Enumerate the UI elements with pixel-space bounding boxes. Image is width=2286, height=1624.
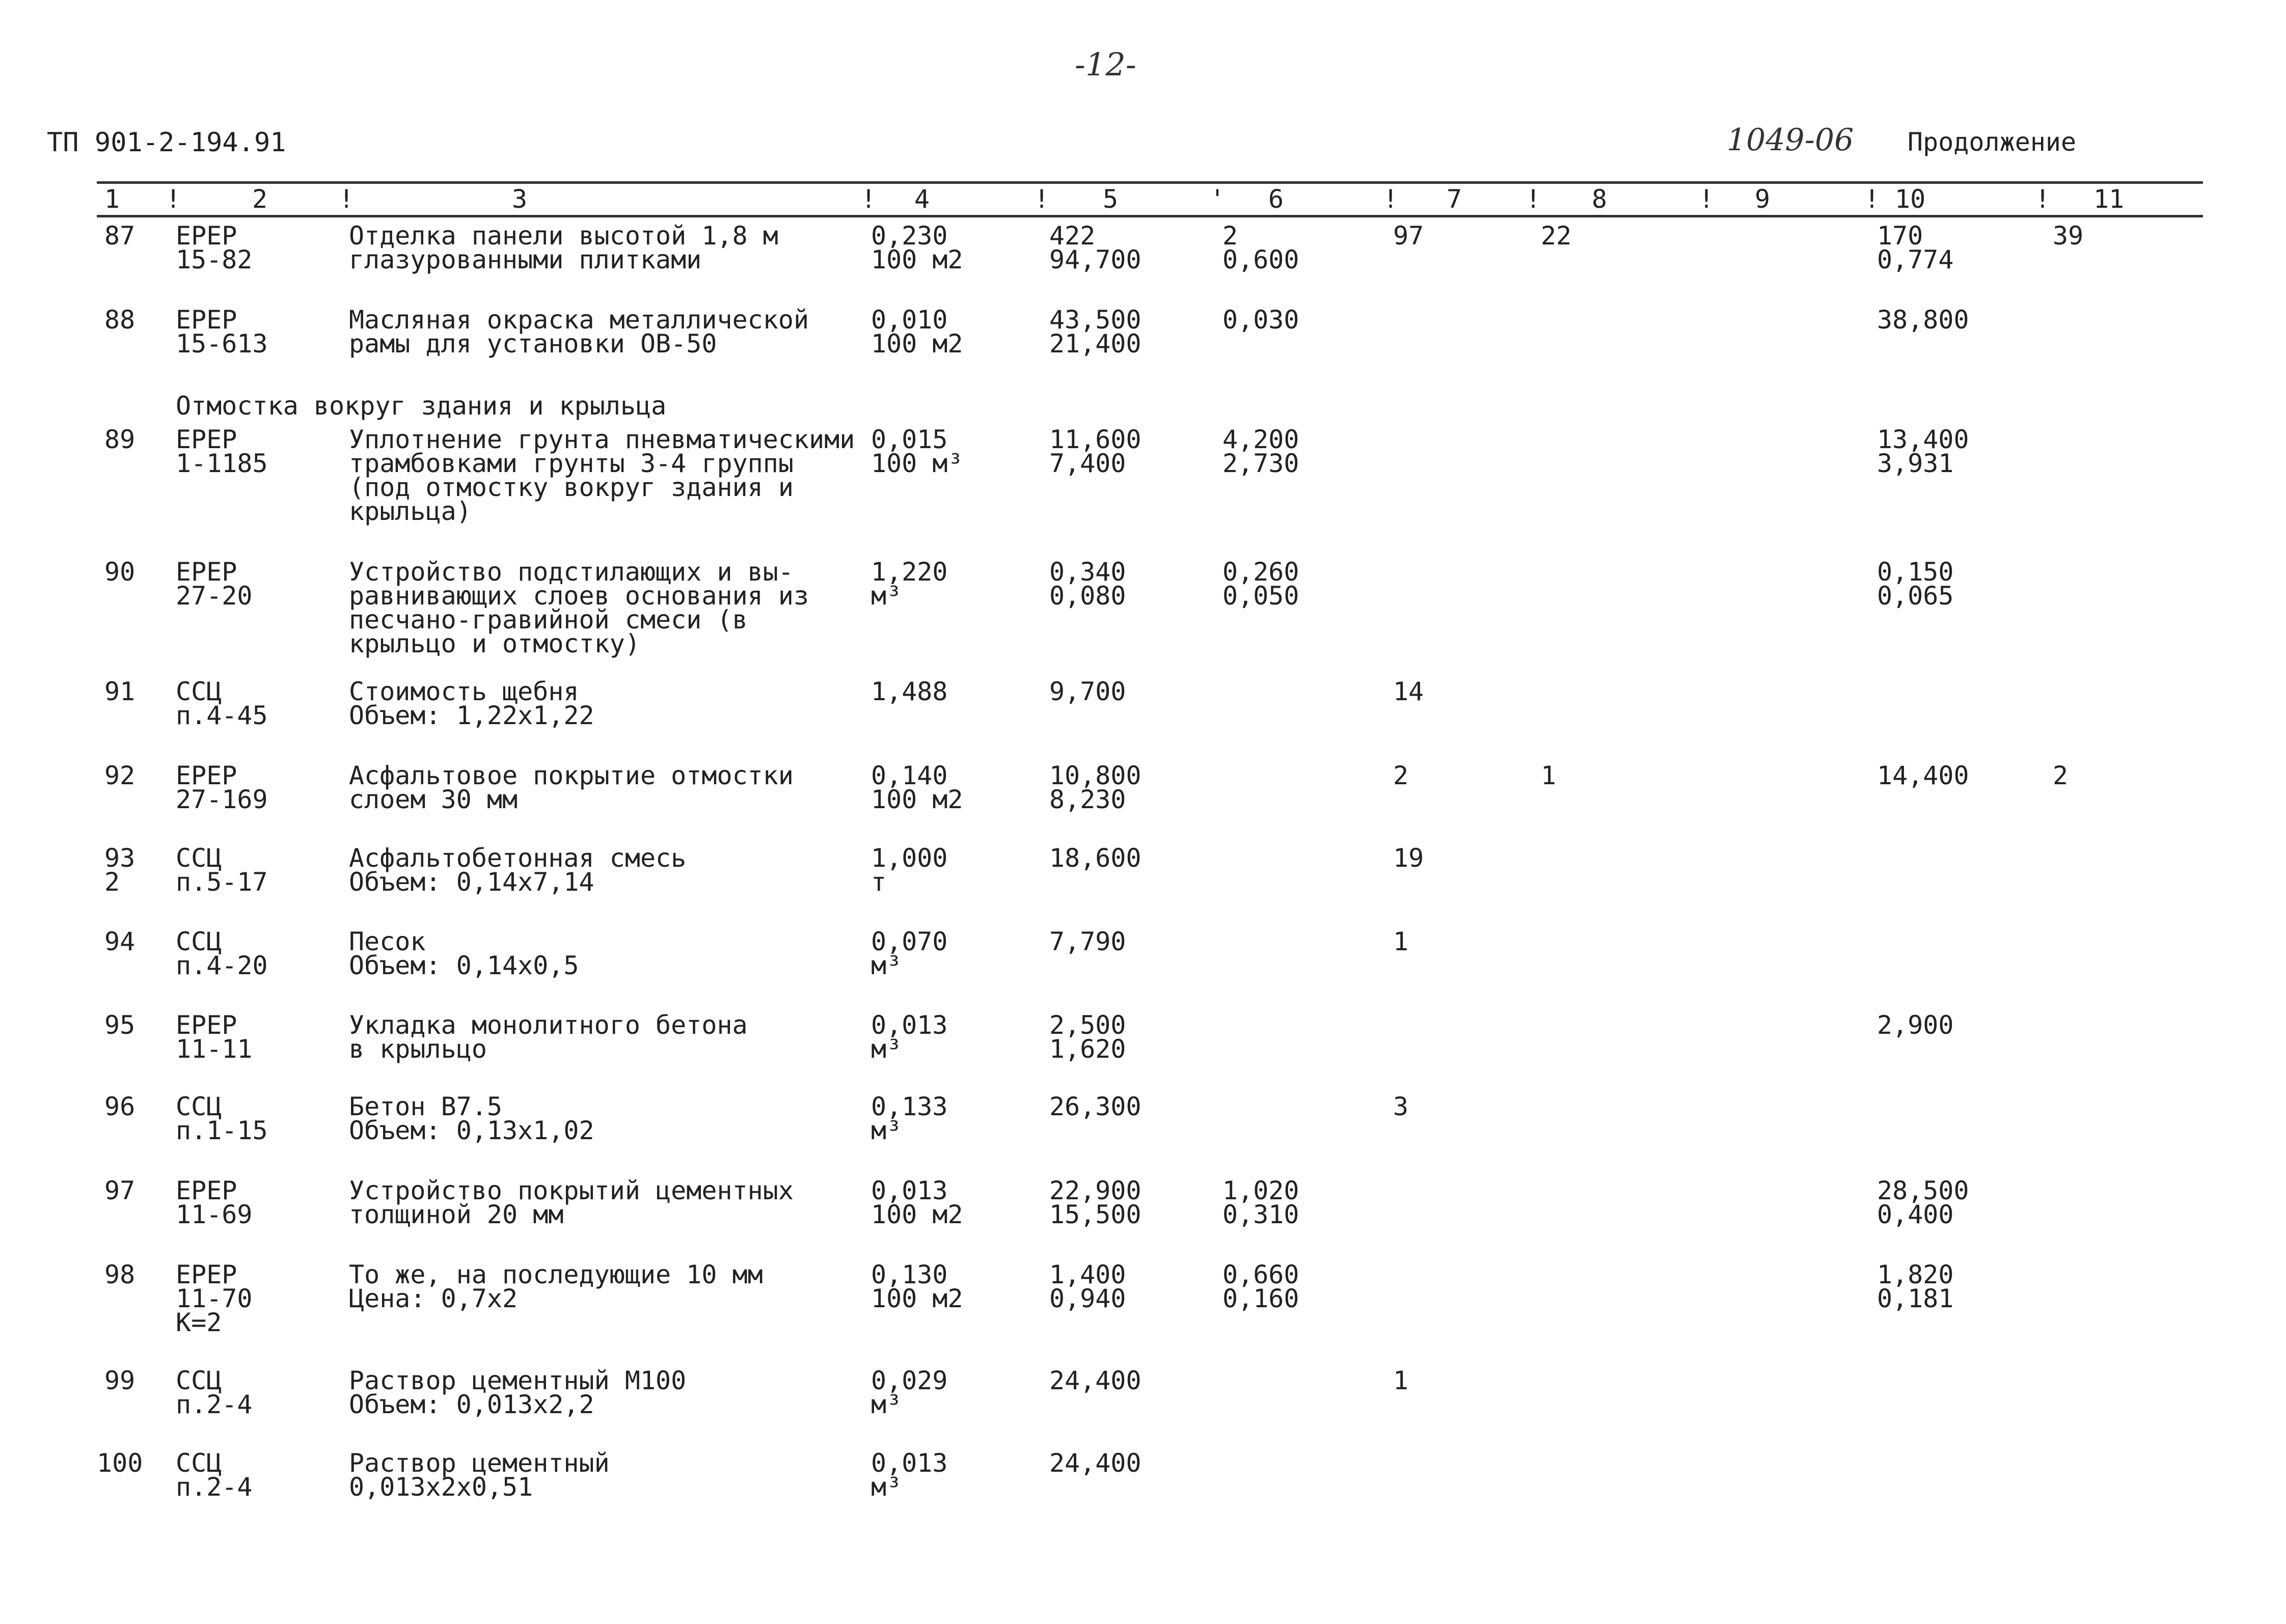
row-quantity: 0,010 100 м2 bbox=[871, 305, 963, 359]
document-code: ТП 901-2-194.91 bbox=[47, 127, 286, 158]
row-code: ССЦ п.5-17 bbox=[176, 843, 268, 897]
row-col5: 18,600 bbox=[1049, 843, 1141, 873]
row-col6: 0,660 0,160 bbox=[1222, 1260, 1299, 1313]
row-number: 92 bbox=[104, 761, 135, 790]
row-code: ЕРЕР 15-613 bbox=[176, 305, 268, 359]
row-name: Асфальтовое покрытие отмостки слоем 30 мм bbox=[349, 761, 794, 814]
section-title: Отмостка вокруг здания и крыльца bbox=[176, 391, 667, 421]
row-col6: 1,020 0,310 bbox=[1222, 1176, 1299, 1229]
row-col7: 3 bbox=[1393, 1092, 1409, 1121]
row-code: ССЦ п.2-4 bbox=[176, 1448, 253, 1502]
row-code: ССЦ п.4-45 bbox=[176, 677, 268, 730]
row-code: ЕРЕР 11-69 bbox=[176, 1176, 253, 1229]
row-col7: 19 bbox=[1393, 843, 1424, 873]
row-number: 89 bbox=[104, 425, 135, 454]
row-code: ССЦ п.4-20 bbox=[176, 927, 268, 980]
row-number: 98 bbox=[104, 1260, 135, 1289]
row-quantity: 0,013 м³ bbox=[871, 1010, 948, 1064]
col-header-1: 1 bbox=[104, 184, 120, 214]
row-col6: 2 0,600 bbox=[1222, 221, 1299, 274]
row-number: 97 bbox=[104, 1176, 135, 1205]
table-header-bottom-rule bbox=[97, 215, 2203, 217]
row-col7: 2 bbox=[1393, 761, 1409, 790]
row-name: Устройство покрытий цементных толщиной 20 мм bbox=[349, 1176, 794, 1229]
row-name: Отделка панели высотой 1,8 м глазурованными плитками bbox=[349, 221, 778, 274]
row-code: ЕРЕР 27-169 bbox=[176, 761, 268, 814]
row-number: 90 bbox=[104, 557, 135, 587]
row-col5: 9,700 bbox=[1049, 677, 1126, 706]
row-col6: 0,030 bbox=[1222, 305, 1299, 335]
table-header-top-rule bbox=[97, 181, 2203, 184]
row-col10: 1,820 0,181 bbox=[1877, 1260, 1954, 1313]
row-quantity: 1,220 м³ bbox=[871, 557, 948, 611]
row-col8: 22 bbox=[1541, 221, 1572, 251]
row-name: Укладка монолитного бетона в крыльцо bbox=[349, 1010, 748, 1064]
row-quantity: 0,013 100 м2 bbox=[871, 1176, 963, 1229]
row-code: ЕРЕР 15-82 bbox=[176, 221, 253, 274]
col-header-5: 5 bbox=[1103, 184, 1119, 214]
row-col11: 2 bbox=[2053, 761, 2069, 790]
row-col5: 10,800 8,230 bbox=[1049, 761, 1141, 814]
row-code: ЕРЕР 11-70 К=2 bbox=[176, 1260, 253, 1337]
row-number: 99 bbox=[104, 1366, 135, 1395]
row-col7: 14 bbox=[1393, 677, 1424, 706]
row-code: ЕРЕР 27-20 bbox=[176, 557, 253, 611]
row-col10: 170 0,774 bbox=[1877, 221, 1954, 274]
col-header-7: 7 bbox=[1447, 184, 1462, 214]
row-col10: 2,900 bbox=[1877, 1010, 1954, 1040]
row-code: ЕРЕР 11-11 bbox=[176, 1010, 253, 1064]
row-number: 87 bbox=[104, 221, 135, 251]
row-col10: 13,400 3,931 bbox=[1877, 425, 1969, 478]
row-name: Бетон В7.5 Объем: 0,13х1,02 bbox=[349, 1092, 594, 1145]
row-name: Уплотнение грунта пневматическими трамбовками грунты 3-4 группы (под отмостку вокруг здания и крыльца) bbox=[349, 425, 855, 526]
row-col5: 24,400 bbox=[1049, 1448, 1141, 1478]
row-col10: 28,500 0,400 bbox=[1877, 1176, 1969, 1229]
row-code: ССЦ п.2-4 bbox=[176, 1366, 253, 1419]
row-number: 88 bbox=[104, 305, 135, 335]
col-header-11: 11 bbox=[2093, 184, 2125, 214]
row-col11: 39 bbox=[2053, 221, 2084, 251]
row-quantity: 0,013 м³ bbox=[871, 1448, 948, 1502]
row-col5: 43,500 21,400 bbox=[1049, 305, 1141, 359]
row-name: Стоимость щебня Объем: 1,22х1,22 bbox=[349, 677, 594, 730]
col-header-6: 6 bbox=[1268, 184, 1284, 214]
row-col5: 7,790 bbox=[1049, 927, 1126, 956]
row-col10: 38,800 bbox=[1877, 305, 1969, 335]
row-quantity: 0,070 м³ bbox=[871, 927, 948, 980]
row-code: ССЦ п.1-15 bbox=[176, 1092, 268, 1145]
col-header-2: 2 bbox=[252, 184, 268, 214]
row-col8: 1 bbox=[1541, 761, 1557, 790]
row-col7: 97 bbox=[1393, 221, 1424, 251]
row-col7: 1 bbox=[1393, 927, 1409, 956]
row-col5: 422 94,700 bbox=[1049, 221, 1141, 274]
row-name: То же, на последующие 10 мм Цена: 0,7х2 bbox=[349, 1260, 763, 1313]
continuation-label: Продолжение bbox=[1908, 127, 2077, 157]
row-quantity: 1,000 т bbox=[871, 843, 948, 897]
page-number: -12- bbox=[1075, 46, 1136, 83]
row-quantity: 1,488 bbox=[871, 677, 948, 706]
row-number: 93 2 bbox=[104, 843, 135, 897]
row-number: 94 bbox=[104, 927, 135, 956]
row-number: 95 bbox=[104, 1010, 135, 1040]
table-header: 1 ! 2 ! 3 ! 4 ! 5 ' 6 ! 7 ! 8 ! 9 ! 10 ! 11 bbox=[104, 184, 2125, 214]
row-number: 100 bbox=[97, 1448, 143, 1478]
row-col5: 0,340 0,080 bbox=[1049, 557, 1126, 611]
row-number: 96 bbox=[104, 1092, 135, 1121]
document-number: 1049-06 bbox=[1727, 122, 1854, 158]
row-col7: 1 bbox=[1393, 1366, 1409, 1395]
row-col6: 0,260 0,050 bbox=[1222, 557, 1299, 611]
row-col10: 14,400 bbox=[1877, 761, 1969, 790]
col-header-4: 4 bbox=[914, 184, 930, 214]
row-name: Устройство подстилающих и вы- равнивающих слоев основания из песчано-гравийной смеси (в крыльцо и отмостку) bbox=[349, 557, 809, 658]
row-name: Раствор цементный 0,013х2х0,51 bbox=[349, 1448, 610, 1502]
row-quantity: 0,130 100 м2 bbox=[871, 1260, 963, 1313]
row-number: 91 bbox=[104, 677, 135, 706]
row-col6: 4,200 2,730 bbox=[1222, 425, 1299, 478]
row-quantity: 0,015 100 м³ bbox=[871, 425, 963, 478]
col-header-8: 8 bbox=[1592, 184, 1608, 214]
row-name: Песок Объем: 0,14х0,5 bbox=[349, 927, 579, 980]
row-name: Масляная окраска металлической рамы для установки ОВ-50 bbox=[349, 305, 809, 359]
row-col5: 1,400 0,940 bbox=[1049, 1260, 1126, 1313]
col-header-10: 10 bbox=[1895, 184, 1926, 214]
col-header-3: 3 bbox=[512, 184, 528, 214]
row-col5: 11,600 7,400 bbox=[1049, 425, 1141, 478]
row-col5: 24,400 bbox=[1049, 1366, 1141, 1395]
row-col5: 2,500 1,620 bbox=[1049, 1010, 1126, 1064]
row-name: Асфальтобетонная смесь Объем: 0,14х7,14 bbox=[349, 843, 687, 897]
row-col5: 22,900 15,500 bbox=[1049, 1176, 1141, 1229]
row-quantity: 0,230 100 м2 bbox=[871, 221, 963, 274]
row-code: ЕРЕР 1-1185 bbox=[176, 425, 268, 478]
row-quantity: 0,140 100 м2 bbox=[871, 761, 963, 814]
col-header-9: 9 bbox=[1755, 184, 1771, 214]
row-col5: 26,300 bbox=[1049, 1092, 1141, 1121]
row-quantity: 0,029 м³ bbox=[871, 1366, 948, 1419]
row-col10: 0,150 0,065 bbox=[1877, 557, 1954, 611]
row-quantity: 0,133 м³ bbox=[871, 1092, 948, 1145]
row-name: Раствор цементный М100 Объем: 0,013х2,2 bbox=[349, 1366, 687, 1419]
